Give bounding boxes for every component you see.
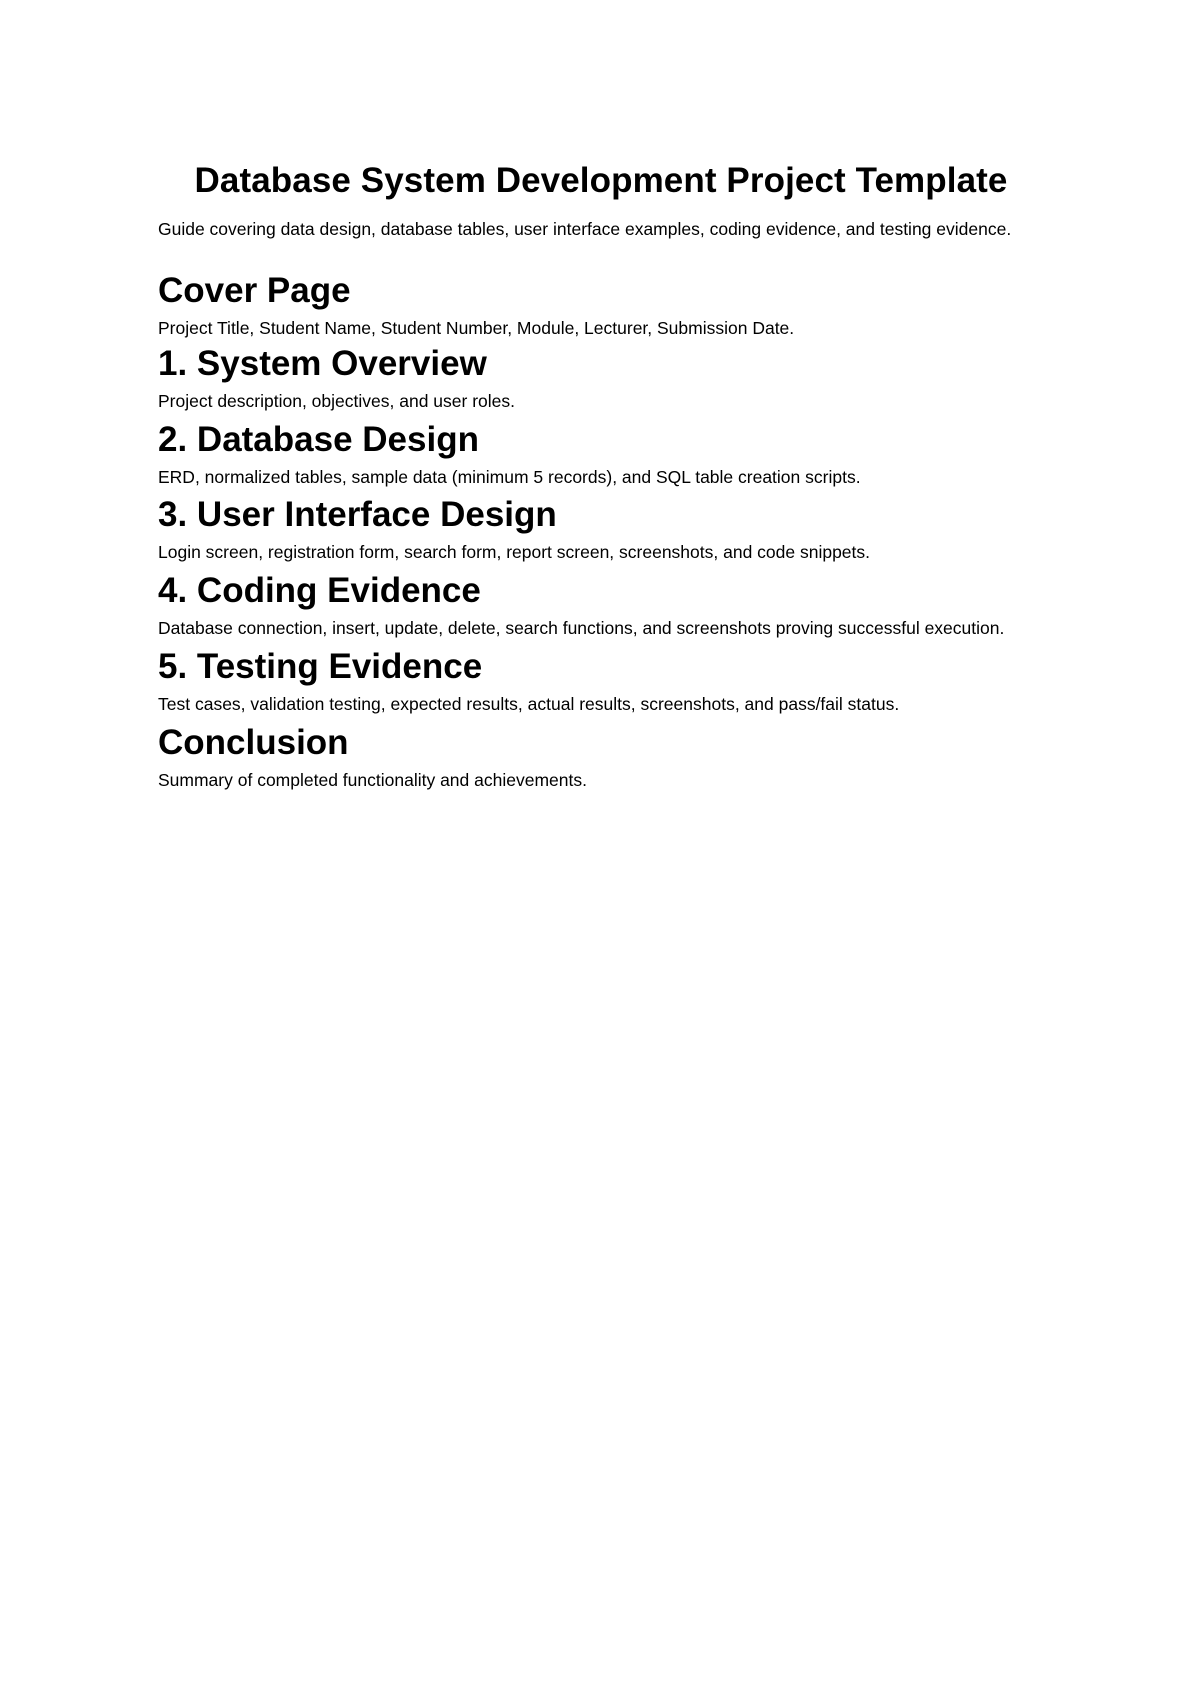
section-body: Login screen, registration form, search form, report screen, screenshots, and code snippets. bbox=[158, 542, 871, 562]
section-heading: 3. User Interface Design bbox=[158, 495, 557, 534]
section-body: Project description, objectives, and user roles. bbox=[158, 391, 515, 411]
section-body: Test cases, validation testing, expected results, actual results, screenshots, and pass/fail status. bbox=[158, 694, 900, 714]
section-heading: Conclusion bbox=[158, 723, 349, 762]
section-heading: Cover Page bbox=[158, 271, 351, 310]
section-system-overview bbox=[158, 342, 1044, 413]
section-user-interface-design bbox=[158, 493, 1044, 564]
section-conclusion bbox=[158, 721, 1044, 792]
section-database-design bbox=[158, 418, 1044, 489]
section-body: ERD, normalized tables, sample data (minimum 5 records), and SQL table creation scripts. bbox=[158, 467, 861, 487]
section-cover-page bbox=[158, 269, 1044, 340]
section-body: Project Title, Student Name, Student Number, Module, Lecturer, Submission Date. bbox=[158, 318, 795, 338]
document-content bbox=[158, 158, 1044, 792]
section-heading: 4. Coding Evidence bbox=[158, 571, 481, 610]
section-heading: 1. System Overview bbox=[158, 344, 487, 383]
section-testing-evidence bbox=[158, 645, 1044, 716]
section-heading: 5. Testing Evidence bbox=[158, 647, 483, 686]
section-body: Database connection, insert, update, delete, search functions, and screenshots proving successful execution. bbox=[158, 618, 1005, 638]
document-title: Database System Development Project Template bbox=[194, 161, 1008, 200]
section-heading: 2. Database Design bbox=[158, 420, 479, 459]
document-intro: Guide covering data design, database tables, user interface examples, coding evidence, and testing evidence. bbox=[158, 219, 1012, 239]
section-coding-evidence bbox=[158, 569, 1044, 640]
section-body: Summary of completed functionality and achievements. bbox=[158, 770, 587, 790]
